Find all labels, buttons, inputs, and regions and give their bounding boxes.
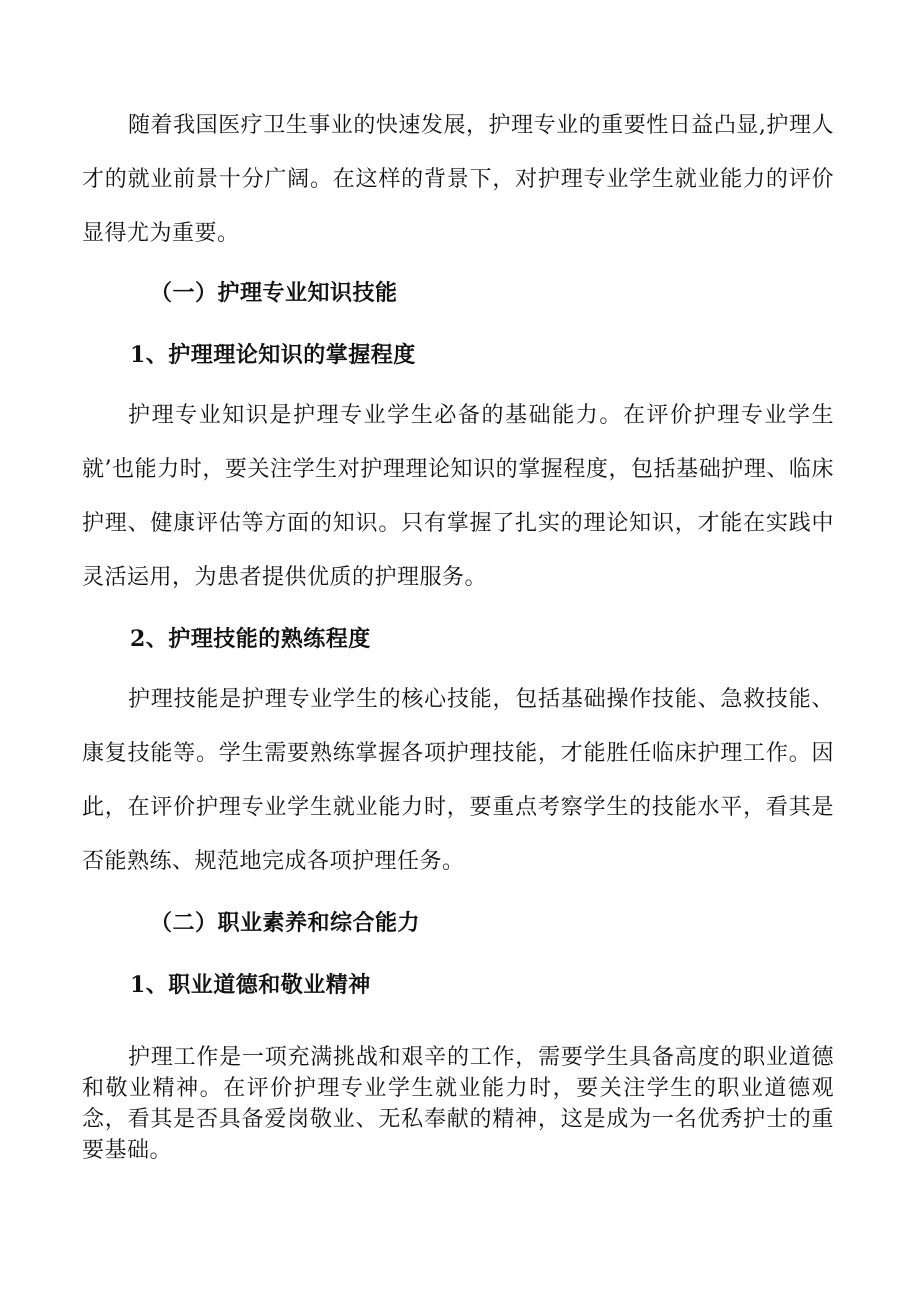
intro-paragraph: 随着我国医疗卫生事业的快速发展，护理专业的重要性日益凸显,护理人才的就业前景十分广阔。在这样的背景下，对护理专业学生就业能力的评价显得尤为重要。 (82, 113, 834, 246)
subsection-heading-2-1: 1、职业道德和敬业精神 (130, 972, 371, 998)
section-heading-2: （二）职业素养和综合能力 (150, 910, 421, 936)
section-heading-1: （一）护理专业知识技能 (150, 280, 398, 306)
subsection-heading-1-1: 1、护理理论知识的掌握程度 (130, 342, 416, 368)
paragraph-nursing-skills: 护理技能是护理专业学生的核心技能，包括基础操作技能、急救技能、康复技能等。学生需要熟练掌握各项护理技能，才能胜任临床护理工作。因此，在评价护理专业学生就业能力时，要重点考察学生的技能水平，看其是否能熟练、规范地完成各项护理任务。 (82, 687, 834, 874)
paragraph-theory-knowledge: 护理专业知识是护理专业学生必备的基础能力。在评价护理专业学生就’也能力时，要关注学生对护理理论知识的掌握程度，包括基础护理、临床护理、健康评估等方面的知识。只有掌握了扎实的理论知识，才能在实践中灵活运用，为患者提供优质的护理服务。 (82, 403, 834, 590)
subsection-heading-1-2: 2、护理技能的熟练程度 (130, 626, 371, 652)
paragraph-professional-ethics: 护理工作是一项充满挑战和艰辛的工作，需要学生具备高度的职业道德和敬业精神。在评价护理专业学生就业能力时，要关注学生的职业道德观念，看其是否具备爱岗敬业、无私奉献的精神，这是成为一名优秀护士的重要基础。 (82, 1045, 834, 1163)
